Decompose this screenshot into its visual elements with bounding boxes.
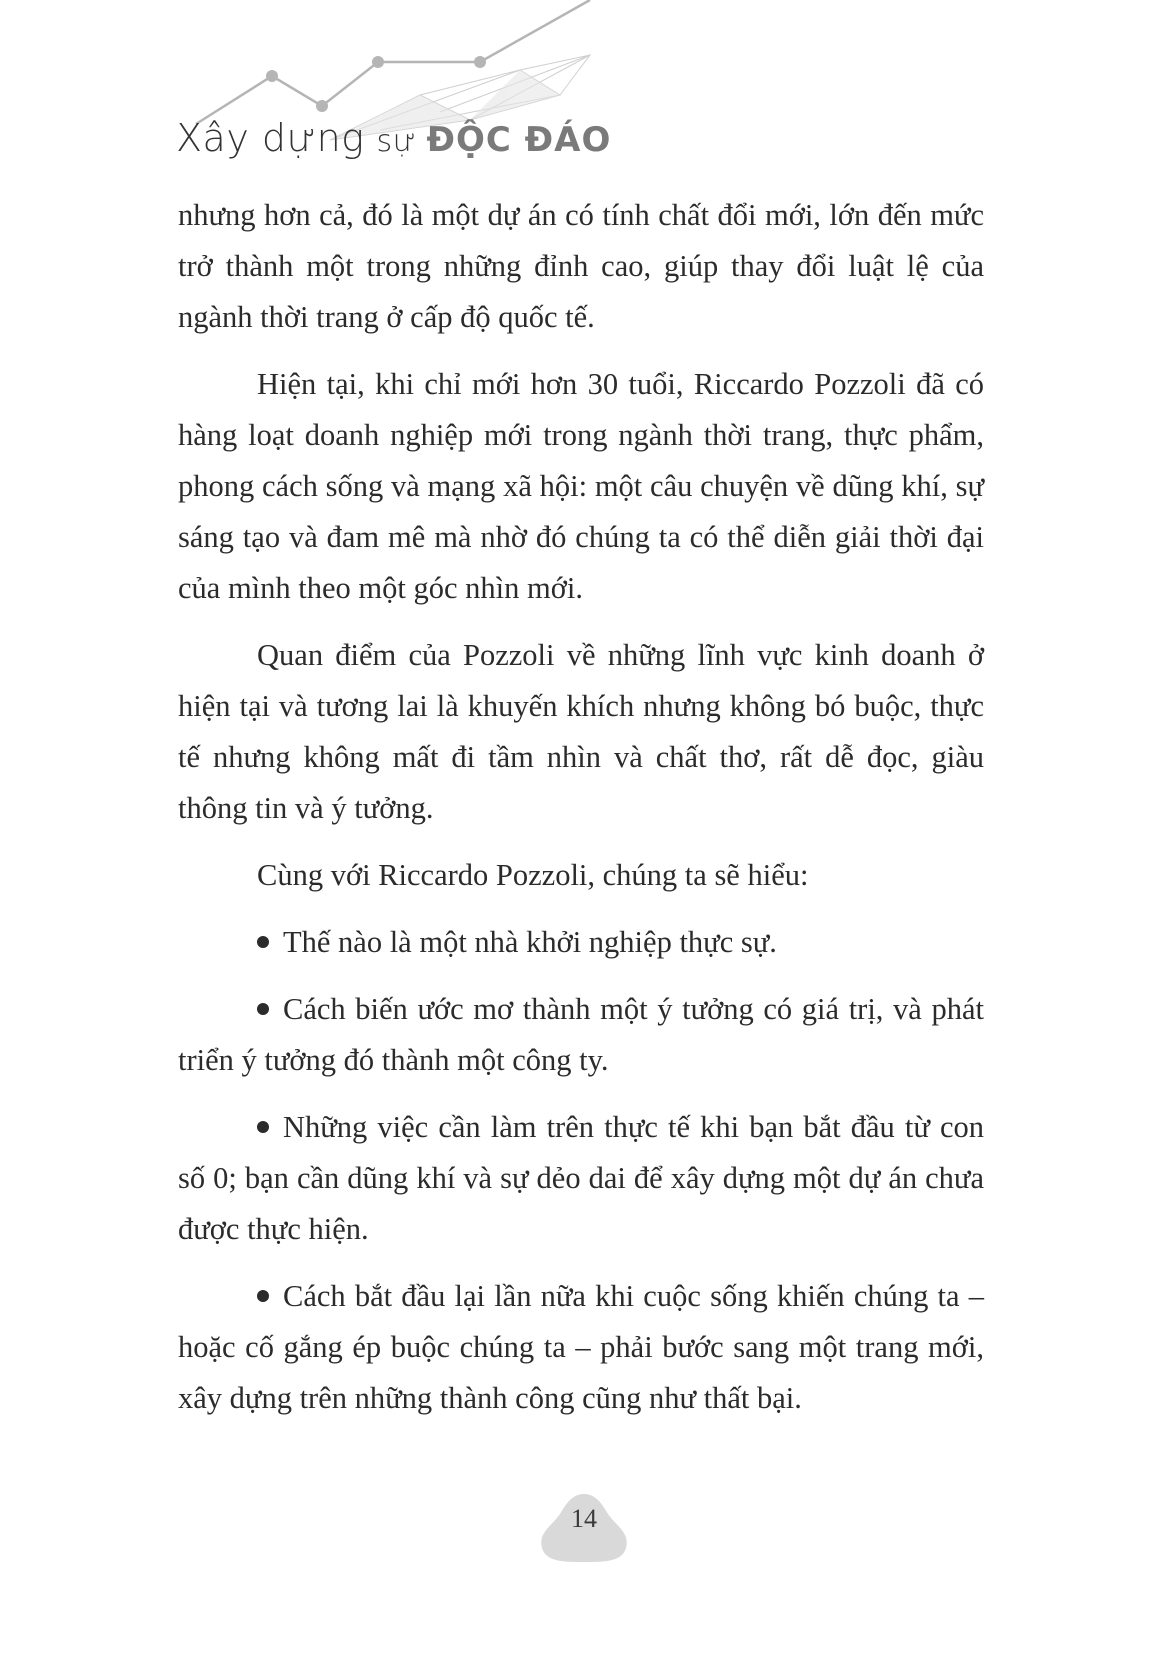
bullet-item (178, 917, 984, 968)
bullet-text: Cách biến ước mơ thành một ý tưởng có giá trị, và phát triển ý tưởng đó thành một công ty. (178, 992, 984, 1077)
bullet-icon (257, 1121, 269, 1133)
bullet-item (178, 1102, 984, 1255)
bullet-item (178, 1271, 984, 1424)
body-text (178, 190, 984, 1440)
running-title (176, 116, 611, 176)
paragraph: Hiện tại, khi chỉ mới hơn 30 tuổi, Riccardo Pozzoli đã có hàng loạt doanh nghiệp mới trong ngành thời trang, thực phẩm, phong cách sống và mạng xã hội: một câu chuyện về dũng khí, sự sáng tạo và đam mê mà nhờ đó chúng ta có thể diễn giải thời đại của mình theo một góc nhìn mới. (178, 367, 984, 605)
page-number-badge (538, 1492, 630, 1564)
page-number: 14 (571, 1504, 597, 1533)
paragraph-continuation: nhưng hơn cả, đó là một dự án có tính chất đổi mới, lớn đến mức trở thành một trong những đỉnh cao, giúp thay đổi luật lệ của ngành thời trang ở cấp độ quốc tế. (178, 198, 984, 334)
bullet-text: Những việc cần làm trên thực tế khi bạn bắt đầu từ con số 0; bạn cần dũng khí và sự dẻo dai để xây dựng một dự án chưa được thực hiện. (178, 1110, 984, 1246)
paragraph-intro: Cùng với Riccardo Pozzoli, chúng ta sẽ hiểu: (257, 858, 809, 892)
bullet-icon (257, 1290, 269, 1302)
running-title-small: sự (376, 124, 417, 159)
bullet-icon (257, 936, 269, 948)
paragraph: Quan điểm của Pozzoli về những lĩnh vực kinh doanh ở hiện tại và tương lai là khuyến khích nhưng không bó buộc, thực tế nhưng không mất đi tầm nhìn và chất thơ, rất dễ đọc, giàu thông tin và ý tưởng. (178, 638, 984, 825)
running-title-light: Xây dựng (176, 116, 365, 160)
bullet-icon (257, 1003, 269, 1015)
bullet-text: Cách bắt đầu lại lần nữa khi cuộc sống khiến chúng ta – hoặc cố gắng ép buộc chúng ta – phải bước sang một trang mới, xây dựng trên những thành công cũng như thất bại. (178, 1279, 984, 1415)
bullet-item (178, 984, 984, 1086)
running-title-bold: ĐỘC ĐÁO (426, 120, 612, 160)
bullet-text: Thế nào là một nhà khởi nghiệp thực sự. (283, 925, 777, 959)
